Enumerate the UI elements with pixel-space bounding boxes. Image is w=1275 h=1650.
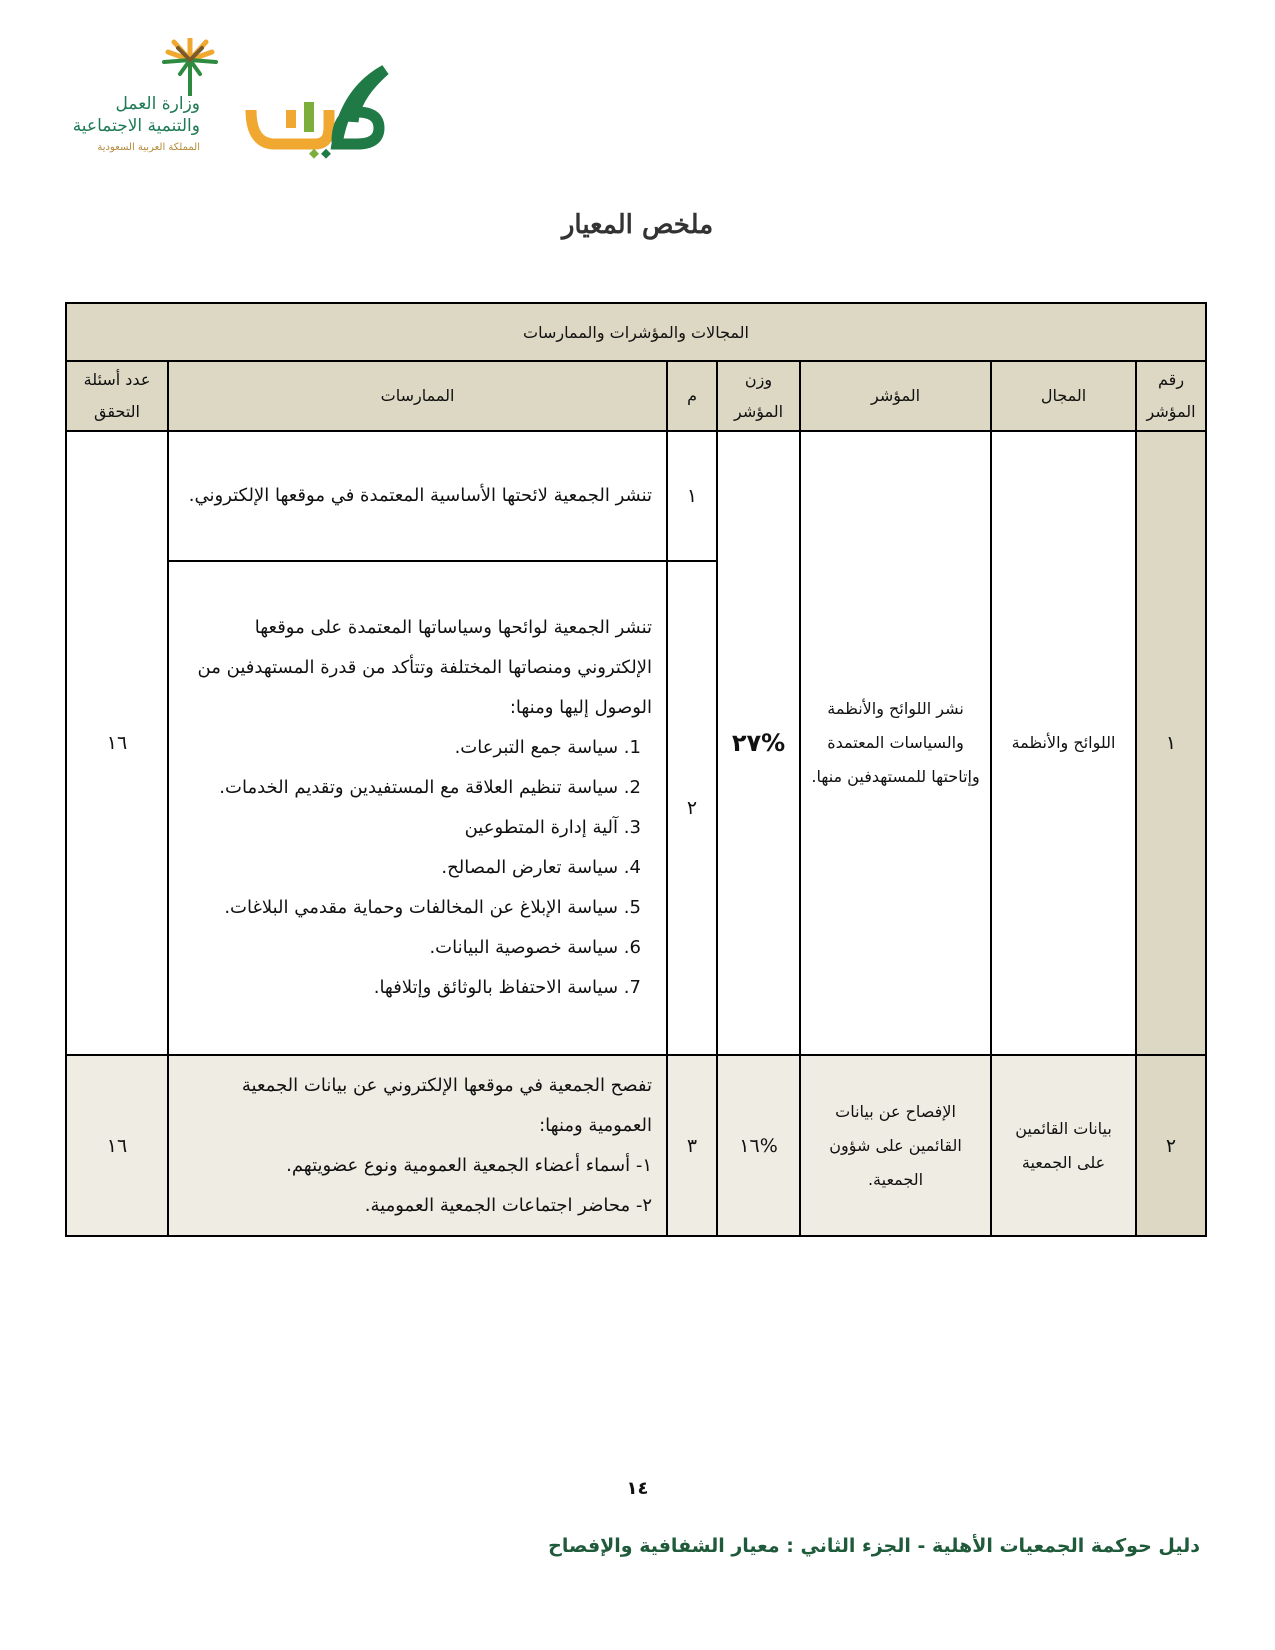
ministry-logo	[60, 34, 210, 164]
col-practices: الممارسات	[168, 361, 667, 431]
col-verification-count: عدد أسئلة التحقق	[66, 361, 168, 431]
indicator-number: ١	[1136, 431, 1206, 1055]
policy-item: 1. سياسة جمع التبرعات.	[183, 728, 618, 768]
ministry-name-line1: وزارة العمل	[115, 94, 200, 114]
col-indicator: المؤشر	[800, 361, 991, 431]
verification-count: ١٦	[66, 431, 168, 1055]
policy-item: 5. سياسة الإبلاغ عن المخالفات وحماية مقدمي البلاغات.	[183, 888, 618, 928]
disclosure-list	[183, 1146, 652, 1226]
table-caption: المجالات والمؤشرات والممارسات	[66, 303, 1206, 361]
page-number: ١٤	[626, 1478, 649, 1499]
indicator: نشر اللوائح والأنظمة والسياسات المعتمدة وإتاحتها للمستهدفين منها.	[800, 431, 991, 1055]
indicator-number: ٢	[1136, 1055, 1206, 1236]
practice-cell	[168, 561, 667, 1055]
indicator-weight: %٢٧	[717, 431, 800, 1055]
policy-list	[183, 728, 652, 1008]
practice-text: تفصح الجمعية في موقعها الإلكتروني عن بيانات الجمعية العمومية ومنها:	[241, 1074, 653, 1136]
policy-item: 4. سياسة تعارض المصالح.	[183, 848, 618, 888]
footer-title: دليل حوكمة الجمعيات الأهلية - الجزء الثاني : معيار الشفافية والإفصاح	[548, 1535, 1200, 1557]
disclosure-item: ١- أسماء أعضاء الجمعية العمومية ونوع عضويتهم.	[286, 1154, 653, 1176]
header-logos	[60, 34, 400, 164]
practice-cell	[168, 1055, 667, 1236]
practice-text: تنشر الجمعية لائحتها الأساسية المعتمدة في موقعها الإلكتروني.	[168, 431, 667, 561]
indicator: الإفصاح عن بيانات القائمين على شؤون الجمعية.	[800, 1055, 991, 1236]
verification-count: ١٦	[66, 1055, 168, 1236]
page-title: ملخص المعيار	[561, 210, 714, 240]
standard-summary-table	[65, 302, 1207, 1237]
col-domain: المجال	[991, 361, 1136, 431]
col-m: م	[667, 361, 717, 431]
practice-number: ٢	[667, 561, 717, 1055]
col-indicator-number: رقم المؤشر	[1136, 361, 1206, 431]
policy-item: 6. سياسة خصوصية البيانات.	[183, 928, 618, 968]
indicator-weight: %١٦	[717, 1055, 800, 1236]
makeen-logo	[245, 62, 395, 162]
col-weight: وزن المؤشر	[717, 361, 800, 431]
palm-tree-icon	[160, 38, 220, 96]
domain: بيانات القائمين على الجمعية	[991, 1055, 1136, 1236]
practice-text: تنشر الجمعية لوائحها وسياساتها المعتمدة على موقعها الإلكتروني ومنصاتها المختلفة وتتأكد من قدرة المستهدفين من الوصول إليها ومنها:	[197, 617, 653, 718]
domain: اللوائح والأنظمة	[991, 431, 1136, 1055]
policy-item: 3. آلية إدارة المتطوعين	[183, 808, 618, 848]
ministry-name-line2: والتنمية الاجتماعية	[72, 116, 200, 136]
table-row	[66, 1055, 1206, 1236]
table-row	[66, 431, 1206, 561]
practice-number: ٣	[667, 1055, 717, 1236]
table-header-row	[66, 361, 1206, 431]
policy-item: 7. سياسة الاحتفاظ بالوثائق وإتلافها.	[183, 968, 618, 1008]
disclosure-item: ٢- محاضر اجتماعات الجمعية العمومية.	[364, 1194, 653, 1216]
ministry-country: المملكة العربية السعودية	[97, 142, 200, 153]
practice-number: ١	[667, 431, 717, 561]
policy-item: 2. سياسة تنظيم العلاقة مع المستفيدين وتقديم الخدمات.	[183, 768, 618, 808]
